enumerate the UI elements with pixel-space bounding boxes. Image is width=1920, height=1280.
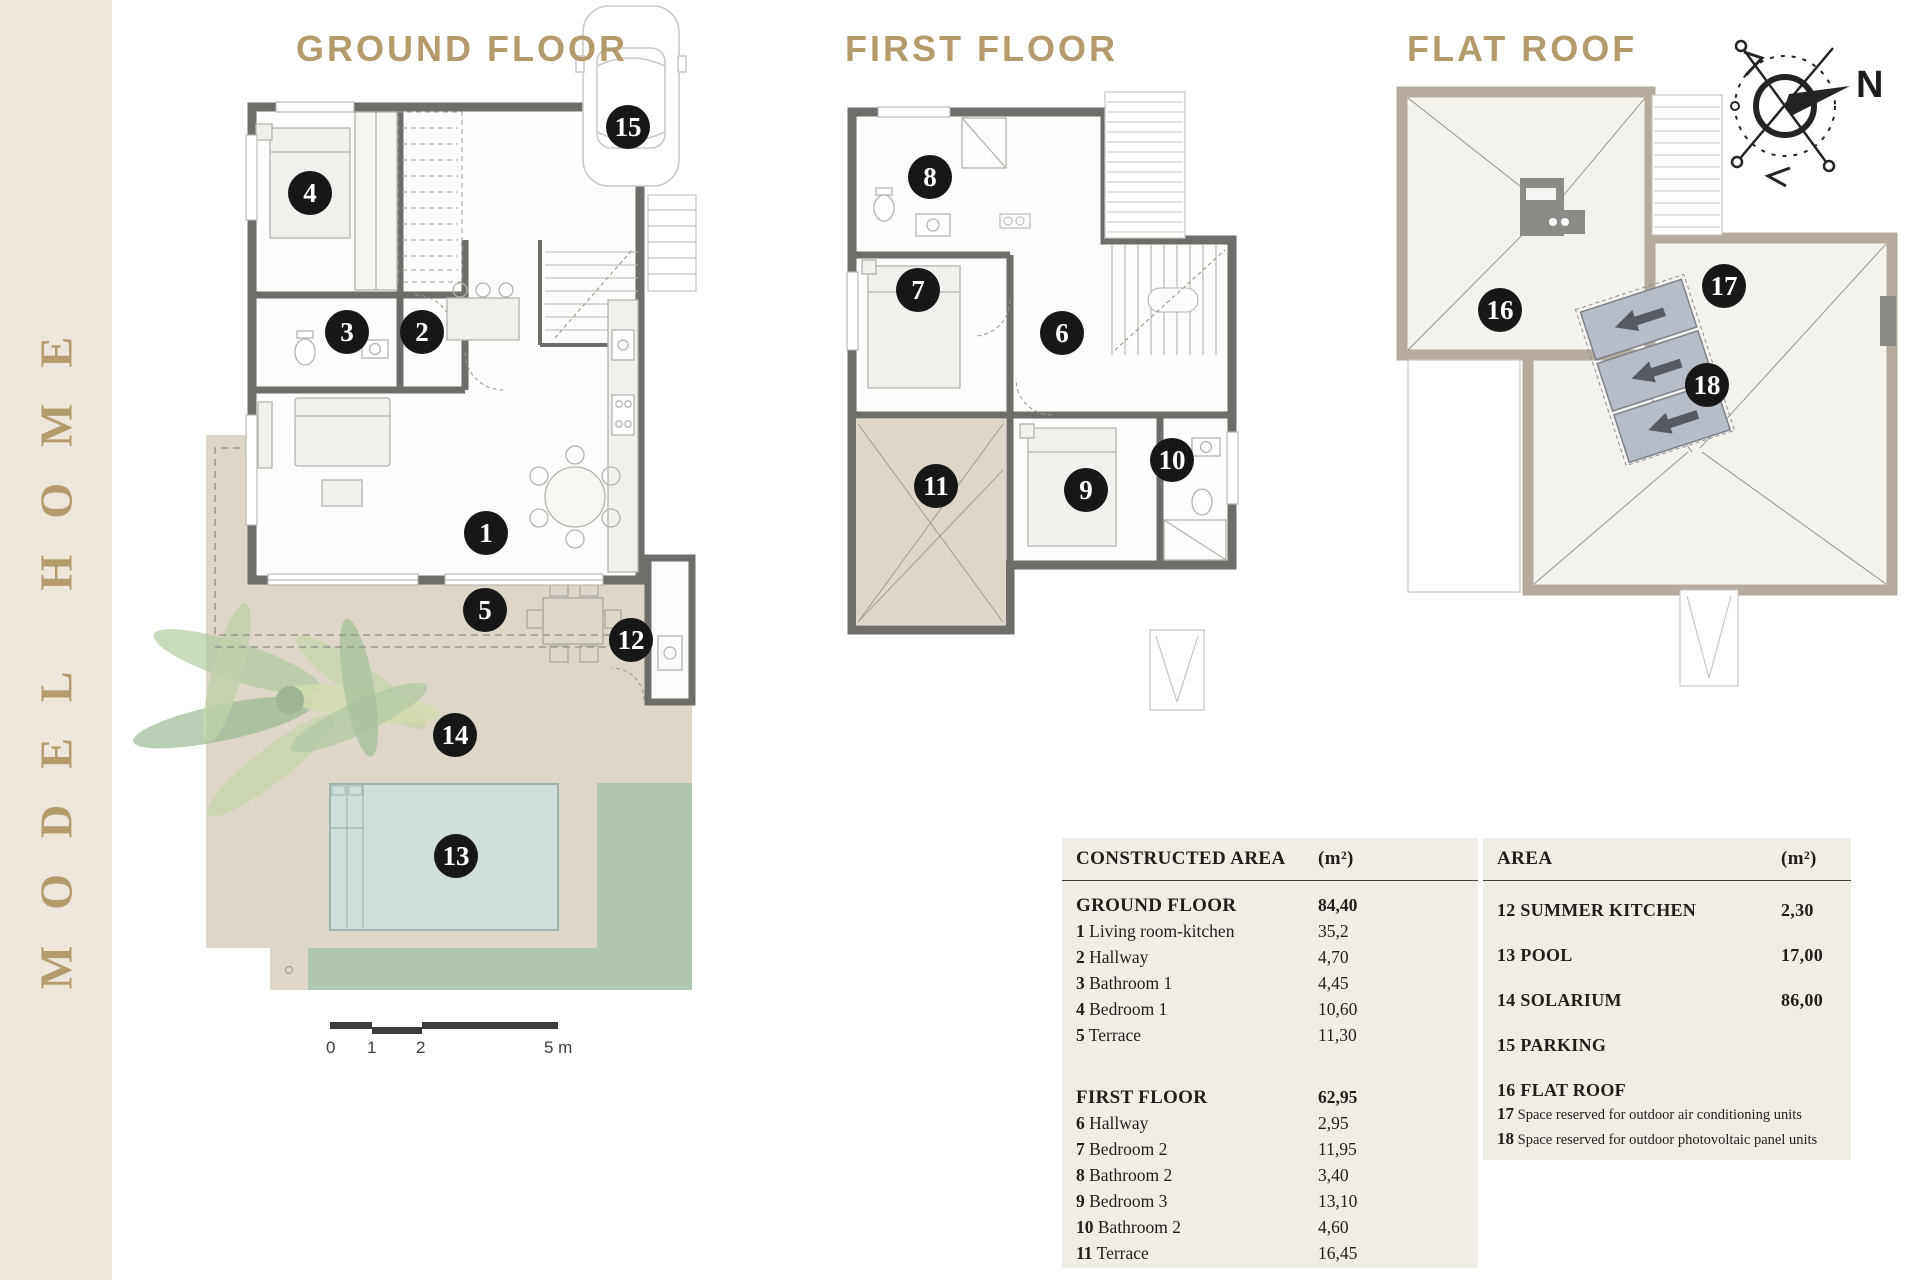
room-area-value: 13,10 <box>1318 1191 1358 1211</box>
table-header-label: AREA <box>1497 848 1553 869</box>
flat-roof-plan <box>1402 92 1896 686</box>
ac-unit-box <box>1880 296 1896 346</box>
area-rows <box>1483 838 1851 1160</box>
ground-floor-plan <box>129 6 696 990</box>
room-badge-10: 10 <box>1150 438 1194 482</box>
room-badge-9: 9 <box>1064 468 1108 512</box>
room-badge-8: 8 <box>908 155 952 199</box>
room-badge-6: 6 <box>1040 311 1084 355</box>
area-value: 2,30 <box>1781 900 1814 920</box>
room-area-value: 3,40 <box>1318 1165 1349 1185</box>
area-row: 14 SOLARIUM 86,00 <box>1497 990 1823 1010</box>
first-floor-section <box>1076 1084 1464 1266</box>
room-label: 4 Bedroom 1 <box>1076 999 1168 1019</box>
ground-floor-section <box>1076 892 1464 1048</box>
room-area-value: 4,60 <box>1318 1217 1349 1237</box>
scale-segment <box>372 1027 422 1034</box>
room-badge-7: 7 <box>896 268 940 312</box>
area-value: 17,00 <box>1781 945 1823 965</box>
north-label: N <box>1856 64 1884 106</box>
table-row <box>1076 1136 1464 1162</box>
section-total: 84,40 <box>1318 895 1358 915</box>
room-label: 7 Bedroom 2 <box>1076 1139 1168 1159</box>
table-header-label: CONSTRUCTED AREA <box>1076 848 1286 869</box>
first-floor-title: FIRST FLOOR <box>845 28 1118 69</box>
room-label: 11 Terrace <box>1076 1243 1149 1263</box>
table-row <box>1076 970 1464 996</box>
room-area-value: 11,30 <box>1318 1025 1357 1045</box>
first-terrace <box>856 419 1006 625</box>
ground-floor-title: GROUND FLOOR <box>296 28 628 69</box>
brand-vertical-text: MODEL HOME <box>30 300 82 990</box>
room-badge-15: 15 <box>606 105 650 149</box>
table-row <box>1076 996 1464 1022</box>
first-floor-plan <box>847 92 1238 710</box>
scale-label: 1 <box>367 1038 377 1057</box>
table-header-unit: (m²) <box>1318 848 1354 869</box>
room-label: 5 Terrace <box>1076 1025 1142 1045</box>
scale-segment <box>330 1022 372 1029</box>
room-label: 9 Bedroom 3 <box>1076 1191 1168 1211</box>
room-area-value: 2,95 <box>1318 1113 1349 1133</box>
area-value: 86,00 <box>1781 990 1823 1010</box>
flat-roof-title: FLAT ROOF <box>1407 28 1638 69</box>
table-row <box>1076 1022 1464 1048</box>
room-label: 10 Bathroom 2 <box>1076 1217 1181 1237</box>
area-note: 18 Space reserved for outdoor photovoltaic panel units <box>1497 1129 1818 1148</box>
constructed-area-table <box>1062 838 1478 1268</box>
louvre-slats <box>1105 92 1185 238</box>
room-label: 6 Hallway <box>1076 1113 1149 1133</box>
room-badge-13: 13 <box>434 834 478 878</box>
table-row <box>1076 1214 1464 1240</box>
room-badge-16: 16 <box>1478 288 1522 332</box>
table-row <box>1076 1240 1464 1266</box>
scale-label: 5 m <box>544 1038 573 1057</box>
area-row: 16 FLAT ROOF <box>1497 1080 1626 1100</box>
area-note: 17 Space reserved for outdoor air conditioning units <box>1497 1104 1802 1123</box>
section-title: GROUND FLOOR <box>1076 895 1237 916</box>
room-label: 1 Living room-kitchen <box>1076 921 1235 941</box>
area-row: 15 PARKING <box>1497 1035 1607 1055</box>
room-area-value: 16,45 <box>1318 1243 1358 1263</box>
table-row <box>1076 1110 1464 1136</box>
scale-label: 2 <box>416 1038 426 1057</box>
table-section-title-row <box>1076 892 1464 918</box>
table-separator <box>1062 880 1478 881</box>
room-label: 3 Bathroom 1 <box>1076 973 1173 993</box>
room-area-value: 10,60 <box>1318 999 1358 1019</box>
room-label: 8 Bathroom 2 <box>1076 1165 1173 1185</box>
room-badge-17: 17 <box>1702 264 1746 308</box>
room-badge-1: 1 <box>464 511 508 555</box>
scale-label: 0 <box>326 1038 336 1057</box>
room-label: 2 Hallway <box>1076 947 1149 967</box>
section-title: FIRST FLOOR <box>1076 1087 1208 1108</box>
room-area-value: 4,45 <box>1318 973 1349 993</box>
entry-canopy <box>1150 630 1204 710</box>
room-area-value: 35,2 <box>1318 921 1349 941</box>
roof-pergola <box>1652 95 1722 235</box>
room-area-value: 11,95 <box>1318 1139 1357 1159</box>
room-badge-5: 5 <box>463 588 507 632</box>
room-badge-14: 14 <box>433 713 477 757</box>
table-row <box>1076 944 1464 970</box>
lawn-strip-shape <box>308 948 692 990</box>
table-row <box>1076 918 1464 944</box>
table-row <box>1076 1188 1464 1214</box>
scale-segment <box>422 1022 558 1029</box>
exterior-steps <box>648 195 696 291</box>
table-row <box>1076 1162 1464 1188</box>
room-badge-4: 4 <box>288 171 332 215</box>
area-table <box>1483 838 1851 1160</box>
room-area-value: 4,70 <box>1318 947 1349 967</box>
compass-icon <box>1731 41 1850 186</box>
room-badge-12: 12 <box>609 618 653 662</box>
room-badge-2: 2 <box>400 310 444 354</box>
table-header <box>1076 848 1464 870</box>
section-total: 62,95 <box>1318 1087 1358 1107</box>
room-badge-18: 18 <box>1685 363 1729 407</box>
roof-canopy <box>1680 590 1738 686</box>
area-row: 12 SUMMER KITCHEN 2,30 <box>1497 900 1814 920</box>
table-section-title-row <box>1076 1084 1464 1110</box>
area-row: 13 POOL 17,00 <box>1497 945 1823 965</box>
table-header-unit: (m²) <box>1781 848 1817 869</box>
room-badge-11: 11 <box>914 464 958 508</box>
room-badge-3: 3 <box>325 310 369 354</box>
